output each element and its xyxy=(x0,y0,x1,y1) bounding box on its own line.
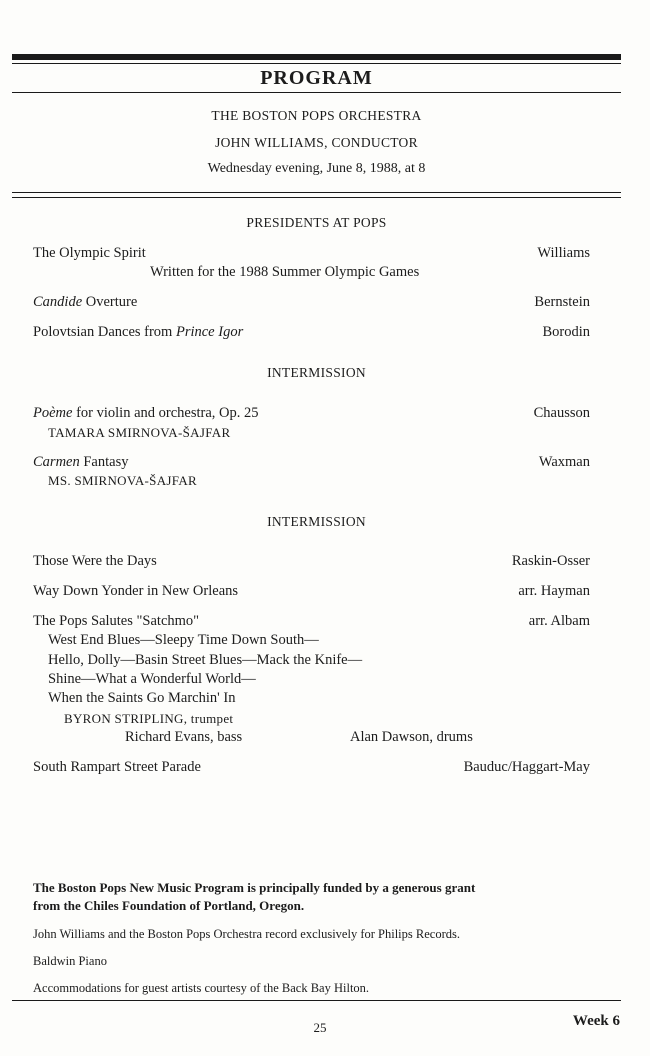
header-rule-1 xyxy=(12,192,621,193)
piece-composer: Williams xyxy=(537,245,590,261)
piece-title: Way Down Yonder in New Orleans xyxy=(33,583,239,599)
concert-date: Wednesday evening, June 8, 1988, at 8 xyxy=(207,161,426,176)
intermission-2: INTERMISSION xyxy=(267,514,366,529)
funding-note-line1: The Boston Pops New Music Program is principally funded by a generous grant xyxy=(33,880,476,895)
piece-composer: Waxman xyxy=(538,454,590,470)
piece-title: The Pops Salutes "Satchmo" xyxy=(33,613,200,629)
piece-title-italic: Prince Igor xyxy=(175,324,244,340)
soloist-name: MS. SMIRNOVA-ŠAJFAR xyxy=(48,473,197,488)
page-number: 25 xyxy=(313,1020,327,1035)
piece-title-italic: Carmen xyxy=(33,454,80,470)
page-title: PROGRAM xyxy=(260,67,373,89)
soloist-name: TAMARA SMIRNOVA-ŠAJFAR xyxy=(48,425,231,440)
orchestra-name: THE BOSTON POPS ORCHESTRA xyxy=(211,108,422,123)
piece-title xyxy=(33,294,137,311)
piece-composer: Raskin-Osser xyxy=(511,553,590,569)
top-thick-rule xyxy=(12,54,621,60)
piece-title xyxy=(33,454,128,471)
piano-note: Baldwin Piano xyxy=(33,954,107,968)
piece-composer: arr. Albam xyxy=(528,613,590,629)
funding-note-line2: from the Chiles Foundation of Portland, Oregon. xyxy=(33,898,305,913)
performer-trumpet: BYRON STRIPLING, trumpet xyxy=(64,711,234,726)
top-thin-rule xyxy=(12,63,621,64)
accommodations-note: Accommodations for guest artists courtesy of the Back Bay Hilton. xyxy=(33,981,370,995)
piece-composer: arr. Hayman xyxy=(518,583,590,599)
records-note: John Williams and the Boston Pops Orchestra record exclusively for Philips Records. xyxy=(33,927,460,941)
piece-title xyxy=(33,405,259,422)
piece-title-rest: for violin and orchestra, Op. 25 xyxy=(72,405,259,421)
piece-composer: Bernstein xyxy=(534,294,590,310)
title-rule xyxy=(12,92,621,93)
medley-line: Shine—What a Wonderful World— xyxy=(48,671,256,687)
medley-line: Hello, Dolly—Basin Street Blues—Mack the Knife— xyxy=(48,652,363,668)
piece-title-rest: Fantasy xyxy=(79,454,129,470)
header-rule-2 xyxy=(12,197,621,198)
piece-composer: Borodin xyxy=(542,324,590,340)
footer-rule xyxy=(12,1000,621,1001)
piece-title-prefix: Polovtsian Dances from xyxy=(33,324,176,340)
performer-drums: Alan Dawson, drums xyxy=(350,729,473,745)
piece-title: Those Were the Days xyxy=(33,553,157,569)
conductor-name: JOHN WILLIAMS, CONDUCTOR xyxy=(215,135,418,150)
intermission-1: INTERMISSION xyxy=(267,365,366,380)
medley-line: When the Saints Go Marchin' In xyxy=(48,690,236,706)
piece-title: The Olympic Spirit xyxy=(33,245,146,261)
piece-composer: Bauduc/Haggart-May xyxy=(463,759,590,775)
piece-title: South Rampart Street Parade xyxy=(33,759,201,775)
medley-line: West End Blues—Sleepy Time Down South— xyxy=(48,632,319,648)
piece-title xyxy=(33,324,243,341)
week-label: Week 6 xyxy=(572,1013,620,1029)
piece-title-italic: Poème xyxy=(33,405,73,421)
piece-title-italic: Candide xyxy=(33,294,83,310)
piece-composer: Chausson xyxy=(533,405,590,421)
piece-title-rest: Overture xyxy=(82,294,138,310)
performer-bass: Richard Evans, bass xyxy=(125,729,243,745)
piece-note: Written for the 1988 Summer Olympic Games xyxy=(150,264,420,280)
section-heading: PRESIDENTS AT POPS xyxy=(246,215,387,230)
